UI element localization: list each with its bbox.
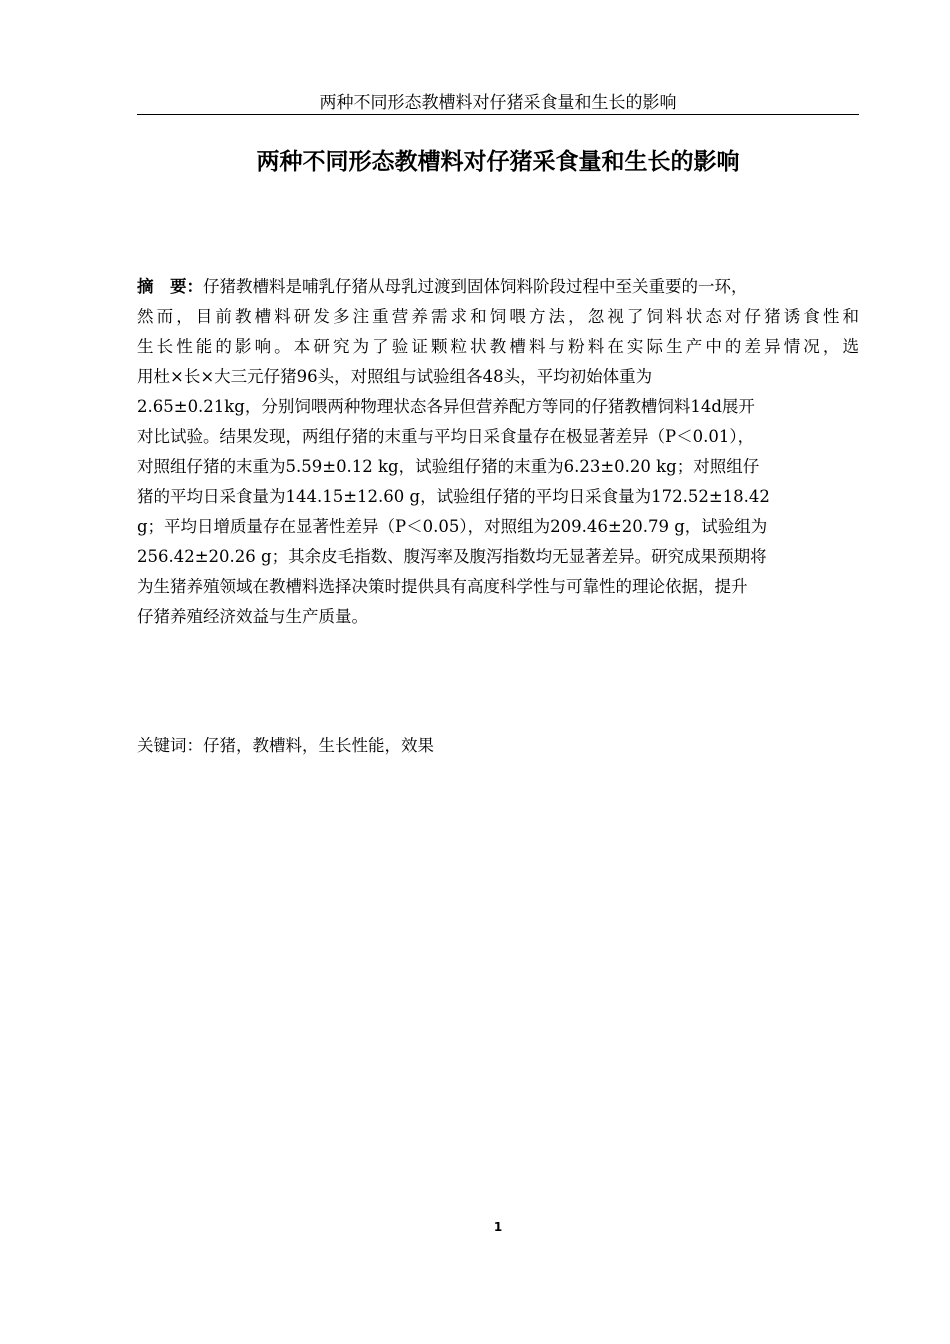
- page-number: 1: [493, 1220, 503, 1234]
- abstract-line: 对比试验。结果发现，两组仔猪的末重与平均日采食量存在极显著差异（P＜0.01），: [137, 427, 755, 446]
- abstract-line: 2.65±0.21kg，分别饲喂两种物理状态各异但营养配方等同的仔猪教槽饲料14d展开: [137, 397, 755, 416]
- running-header: 两种不同形态教槽料对仔猪采食量和生长的影响: [319, 93, 677, 113]
- abstract-line: 用杜×长×大三元仔猪96头，对照组与试验组各48头，平均初始体重为: [137, 367, 653, 386]
- abstract-line: 仔猪养殖经济效益与生产质量。: [137, 607, 368, 626]
- abstract-line: 256.42±20.26 g；其余皮毛指数、腹泻率及腹泻指数均无显著差异。研究成果预期将: [137, 547, 767, 566]
- keywords: 关键词：仔猪，教槽料，生长性能，效果: [137, 736, 434, 755]
- header-rule: [137, 114, 859, 115]
- abstract: [137, 272, 859, 632]
- paper-title: 两种不同形态教槽料对仔猪采食量和生长的影响: [256, 149, 740, 175]
- abstract-text: 仔猪教槽料是哺乳仔猪从母乳过渡到固体饲料阶段过程中至关重要的一环，: [203, 277, 748, 296]
- abstract-line: 生长性能的影响。本研究为了验证颗粒状教槽料与粉料在实际生产中的差异情况，选: [137, 337, 859, 356]
- abstract-line: 猪的平均日采食量为144.15±12.60 g，试验组仔猪的平均日采食量为172.52±18.42: [137, 487, 770, 506]
- abstract-line: [137, 272, 859, 302]
- abstract-label: 摘 要：: [137, 277, 203, 296]
- abstract-line: 为生猪养殖领域在教槽料选择决策时提供具有高度科学性与可靠性的理论依据，提升: [137, 577, 748, 596]
- abstract-line: 然而，目前教槽料研发多注重营养需求和饲喂方法，忽视了饲料状态对仔猪诱食性和: [137, 307, 859, 326]
- abstract-line: g；平均日增质量存在显著性差异（P＜0.05），对照组为209.46±20.79 g，试验组为: [137, 517, 768, 536]
- abstract-line: 对照组仔猪的末重为5.59±0.12 kg，试验组仔猪的末重为6.23±0.20 kg；对照组仔: [137, 457, 760, 476]
